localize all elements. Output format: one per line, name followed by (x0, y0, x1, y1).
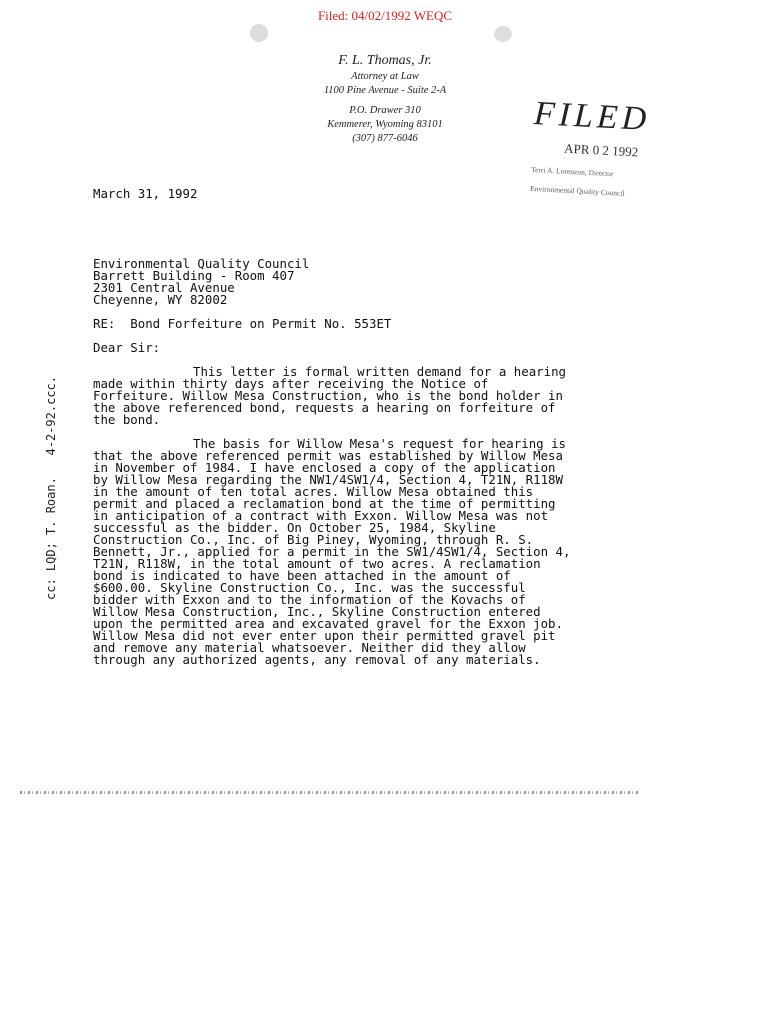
scan-noise-line (20, 791, 640, 794)
street-address: 1100 Pine Avenue - Suite 2-A (323, 85, 447, 96)
attorney-title: Attorney at Law (351, 71, 419, 82)
po-box: P.O. Drawer 310 (349, 105, 421, 116)
filed-stamp (529, 95, 745, 226)
filed-stamp-date: APR 0 2 1992 (563, 140, 639, 160)
filed-stamp-line1: Terri A. Lorenzon, Director (530, 164, 614, 179)
filed-stamp-word: FILED (533, 95, 652, 139)
letter-date: March 31, 1992 (93, 186, 198, 201)
scan-smudge (250, 24, 268, 42)
paragraph-1: This letter is formal written demand for a hearing made within thirty days after receiving the Notice of Forfeiture. Willow Mesa Construction, who is the bond holder in the above referenced bond, requests a hearing on forfeiture of the bond. (93, 364, 566, 427)
letterhead (250, 52, 520, 146)
recipient-address (93, 258, 653, 306)
filed-header: Filed: 04/02/1992 WEQC (317, 8, 453, 23)
phone-number: (307) 877-6046 (352, 133, 418, 144)
paragraph-2: The basis for Willow Mesa's request for hearing is that the above referenced permit was established by Willow Mesa in November of 1984. I have enclosed a copy of the application by Willow Mesa regarding the NW1/4SW1/4, Section 4, T21N, R118W in the amount of ten total acres. Willow Mesa obtained this permit and placed a reclamation bond at the time of permitting in anticipation of a contract with Exxon. Willow Mesa was not successful as the bidder. On October 25, 1984, Skyline Construction Co., Inc. of Big Piney, Wyoming, through R. S. Bennett, Jr., applied for a permit in the SW1/4SW1/4, Section 4, T21N, R118W, in the total amount of two acres. A reclamation bond is indicated to have been attached in the amount of $600.00. Skyline Construction Co., Inc. was the successful bidder with Exxon and to the information of the Kovachs of Willow Mesa Construction, Inc., Skyline Construction entered upon the permitted area and excavated gravel for the Exxon job. Willow Mesa did not ever enter upon their permitted gravel pit and remove any material whatsoever. Neither did they allow through any authorized agents, any removal of any materials. (93, 436, 571, 667)
city-state-zip: Kemmerer, Wyoming 83101 (327, 119, 443, 130)
salutation: Dear Sir: (93, 340, 161, 355)
scan-smudge (494, 26, 512, 42)
recipient-line: 2301 Central Avenue (93, 280, 235, 295)
recipient-line: Barrett Building - Room 407 (93, 268, 295, 283)
cc-note: cc: LQD; T. Roan. 4-2-92.ccc. (44, 376, 58, 600)
filed-stamp-line2: Environmental Quality Council (529, 183, 625, 198)
recipient-line: Cheyenne, WY 82002 (93, 292, 228, 307)
re-line: RE: Bond Forfeiture on Permit No. 553ET (93, 316, 392, 331)
recipient-line: Environmental Quality Council (93, 256, 310, 271)
attorney-name: F. L. Thomas, Jr. (338, 53, 432, 68)
